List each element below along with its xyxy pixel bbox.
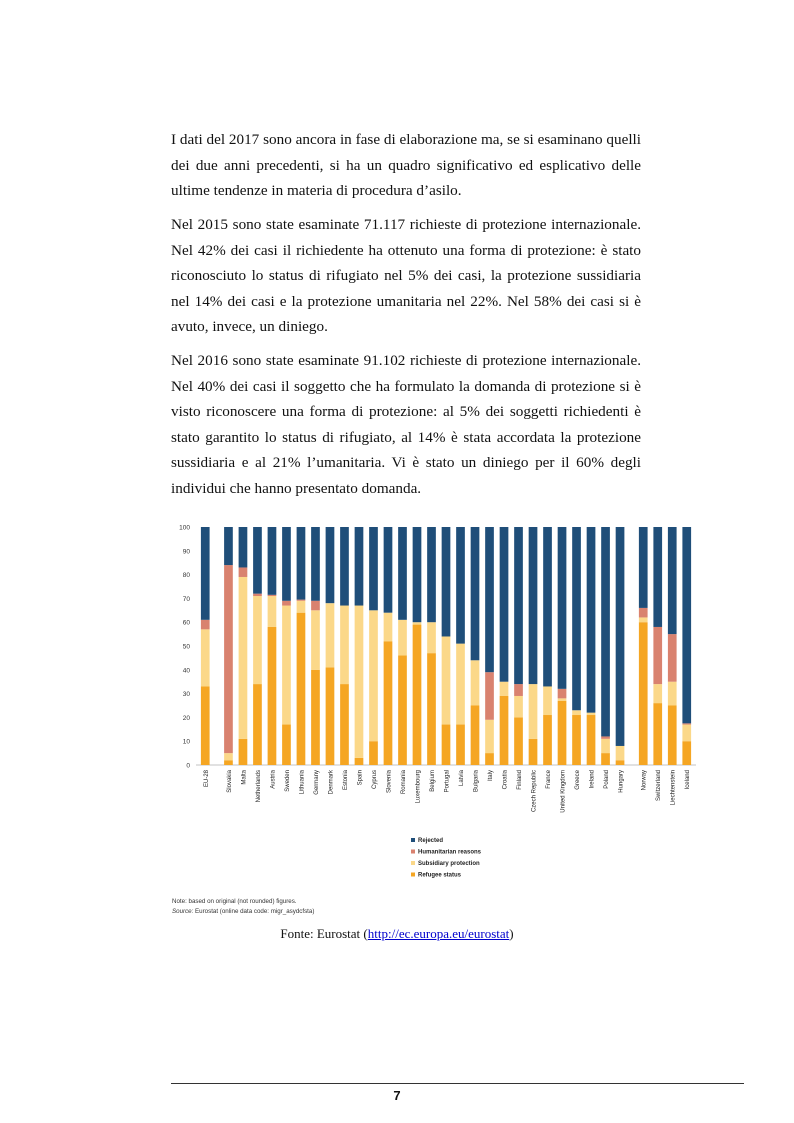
legend-swatch — [411, 850, 415, 854]
bar-segment — [543, 686, 552, 715]
bar-segment — [384, 641, 393, 765]
y-tick-label: 90 — [182, 548, 190, 556]
legend-label: Rejected — [418, 838, 444, 845]
bar-segment — [413, 622, 422, 624]
bar-segment — [682, 723, 691, 724]
bar-segment — [653, 627, 662, 684]
bar-segment — [201, 686, 210, 765]
bar-segment — [427, 653, 436, 765]
bar-segment — [500, 527, 509, 682]
bar-segment — [682, 741, 691, 765]
bar-segment — [616, 527, 625, 746]
bar-segment — [297, 527, 306, 600]
x-tick-label: Greece — [575, 770, 582, 790]
bar-segment — [297, 600, 306, 601]
chart-source — [172, 908, 314, 915]
x-tick-label: Iceland — [685, 770, 692, 790]
x-tick-label: Spain — [357, 770, 364, 786]
bar-segment — [587, 713, 596, 715]
x-tick-label: Norway — [641, 770, 648, 791]
x-tick-label: Liechtenstein — [670, 770, 677, 806]
x-tick-label: Belgium — [429, 770, 436, 792]
bar-segment — [398, 527, 407, 620]
bar-segment — [471, 527, 480, 660]
bar-segment — [601, 753, 610, 765]
bar-segment — [282, 527, 291, 601]
bar-segment — [485, 672, 494, 720]
bar-segment — [543, 715, 552, 765]
source-text: Eurostat (online data code: migr_asydcfsta) — [195, 908, 315, 915]
x-tick-label: France — [546, 770, 553, 789]
bar-segment — [201, 629, 210, 686]
bar-segment — [355, 606, 364, 758]
footer-divider — [171, 1083, 744, 1084]
x-tick-label: Denmark — [328, 770, 335, 795]
bar-segment — [239, 577, 248, 739]
y-tick-label: 10 — [182, 738, 190, 746]
bar-segment — [471, 660, 480, 705]
bar-segment — [500, 696, 509, 765]
y-tick-label: 60 — [182, 619, 190, 627]
y-tick-label: 50 — [182, 643, 190, 651]
bar-segment — [572, 715, 581, 765]
legend-label: Humanitarian reasons — [418, 849, 482, 856]
bar-segment — [427, 527, 436, 622]
bar-segment — [413, 625, 422, 765]
x-tick-label: Estonia — [342, 770, 349, 791]
x-tick-label: Switzerland — [656, 770, 663, 802]
bar-segment — [282, 606, 291, 725]
bar-segment — [326, 527, 335, 603]
bar-segment — [639, 617, 648, 622]
bar-segment — [369, 741, 378, 765]
stacked-bar-chart — [168, 518, 700, 922]
paragraph-intro: I dati del 2017 sono ancora in fase di elaborazione ma, se si esaminano quelli dei due anni precedenti, si ha un quadro significativo ed esplicativo delle ultime tendenze in materia di procedura d’asilo. — [171, 131, 641, 200]
bar-segment — [514, 684, 523, 696]
bar-segment — [282, 725, 291, 765]
bar-segment — [398, 620, 407, 656]
bar-segment — [253, 527, 262, 594]
bar-segment — [653, 527, 662, 627]
bar-segment — [282, 601, 291, 606]
eurostat-link[interactable]: http://ec.europa.eu/eurostat — [367, 926, 510, 941]
bar-segment — [224, 760, 233, 765]
x-tick-label: Cyprus — [371, 770, 378, 790]
bar-segment — [682, 725, 691, 742]
x-tick-label: EU-28 — [203, 770, 210, 788]
x-tick-label: Austria — [270, 770, 277, 789]
bar-segment — [572, 710, 581, 715]
bar-segment — [616, 746, 625, 760]
bar-segment — [355, 758, 364, 765]
bar-segment — [268, 527, 277, 595]
bar-segment — [268, 596, 277, 627]
x-tick-label: Hungary — [618, 770, 625, 793]
bar-segment — [558, 701, 567, 765]
bar-segment — [224, 527, 233, 565]
x-tick-label: Romania — [400, 770, 407, 795]
y-tick-label: 0 — [186, 762, 190, 770]
bar-segment — [456, 527, 465, 644]
y-tick-label: 40 — [182, 667, 190, 675]
bar-segment — [668, 634, 677, 682]
bar-segment — [268, 627, 277, 765]
bar-segment — [485, 720, 494, 753]
bar-segment — [311, 601, 320, 611]
bar-segment — [601, 527, 610, 736]
bar-segment — [311, 610, 320, 670]
x-tick-label: Finland — [517, 770, 524, 790]
bar-segment — [326, 603, 335, 667]
bar-segment — [587, 527, 596, 713]
bar-segment — [239, 567, 248, 577]
x-tick-label: Sweden — [284, 770, 291, 792]
bar-segment — [639, 608, 648, 618]
bar-segment — [572, 527, 581, 710]
bar-segment — [456, 725, 465, 765]
bar-segment — [558, 698, 567, 700]
bar-segment — [601, 739, 610, 753]
bar-segment — [558, 689, 567, 699]
x-tick-label: Netherlands — [255, 770, 262, 803]
x-tick-label: United Kingdom — [560, 770, 567, 813]
bar-segment — [297, 613, 306, 765]
bar-segment — [500, 682, 509, 696]
bar-segment — [558, 527, 567, 689]
bar-segment — [529, 684, 538, 739]
x-tick-label: Bulgaria — [473, 770, 480, 793]
x-tick-label: Poland — [604, 770, 611, 789]
bar-segment — [201, 620, 210, 630]
bar-segment — [442, 725, 451, 765]
bar-segment — [311, 670, 320, 765]
bar-segment — [668, 706, 677, 766]
paragraph-2016: Nel 2016 sono state esaminate 91.102 richieste di protezione internazionale. Nel 40% dei casi il soggetto che ha formulato la domanda di protezione si è visto riconoscere una forma di protezione: al 5% dei soggetti richiedenti è stato garantito lo status di rifugiato, al 14% è stata accordata la protezione sussidiaria e al 21% l’umanitaria. Vi è stato un diniego per il 60% degli individui che hanno presentato domanda. — [171, 352, 641, 497]
bar-segment — [514, 717, 523, 765]
legend-swatch — [411, 838, 415, 842]
x-tick-label: Latvia — [459, 770, 466, 787]
figure-caption — [0, 926, 794, 942]
legend-label: Subsidiary protection — [418, 861, 480, 868]
bar-segment — [253, 596, 262, 684]
x-tick-label: Portugal — [444, 770, 451, 793]
x-tick-label: Italy — [488, 770, 495, 782]
bar-segment — [297, 601, 306, 613]
chart-figure — [168, 518, 700, 922]
bar-segment — [514, 696, 523, 717]
bar-segment — [529, 527, 538, 684]
bar-segment — [427, 622, 436, 653]
bar-segment — [239, 739, 248, 765]
y-tick-label: 70 — [182, 595, 190, 603]
bar-segment — [485, 527, 494, 672]
y-tick-label: 100 — [179, 524, 190, 532]
bar-segment — [340, 606, 349, 685]
legend-swatch — [411, 861, 415, 865]
bar-segment — [442, 527, 451, 636]
bar-segment — [311, 527, 320, 601]
bar-segment — [355, 527, 364, 606]
x-tick-label: Luxembourg — [415, 770, 422, 804]
bar-segment — [587, 715, 596, 765]
x-tick-label: Germany — [313, 770, 320, 795]
x-tick-label: Slovenia — [386, 770, 393, 794]
bar-segment — [668, 527, 677, 634]
x-tick-label: Slovakia — [226, 770, 233, 793]
legend-label: Refugee status — [418, 872, 462, 879]
bar-segment — [224, 753, 233, 760]
page-number: 7 — [393, 1088, 401, 1103]
bar-segment — [653, 703, 662, 765]
bar-segment — [253, 594, 262, 596]
bar-segment — [471, 706, 480, 766]
caption-prefix: Fonte: Eurostat ( — [280, 926, 368, 941]
paragraph-2015: Nel 2015 sono state esaminate 71.117 richieste di protezione internazionale. Nel 42% dei casi il richiedente ha ottenuto una forma di protezione: è stato riconosciuto lo status di rifugiato nel 5% dei casi, la protezione sussidiaria nel 14% dei casi e la protezione umanitaria nel 22%. Nel 58% dei casi si è avuto, invece, un diniego. — [171, 216, 641, 336]
bar-segment — [340, 527, 349, 606]
bar-segment — [413, 527, 422, 622]
bar-segment — [442, 636, 451, 724]
bar-segment — [384, 613, 393, 642]
x-tick-label: Ireland — [589, 770, 596, 789]
bar-segment — [239, 527, 248, 567]
bar-segment — [326, 667, 335, 765]
bar-segment — [253, 684, 262, 765]
bar-segment — [616, 760, 625, 765]
source-label: Source: — [172, 908, 196, 915]
bar-segment — [529, 739, 538, 765]
bar-segment — [369, 610, 378, 741]
bar-segment — [268, 595, 277, 596]
legend-swatch — [411, 873, 415, 877]
chart-note: Note: based on original (not rounded) figures. — [172, 898, 297, 905]
bar-segment — [369, 527, 378, 610]
bar-segment — [639, 527, 648, 608]
x-tick-label: Croatia — [502, 770, 509, 790]
x-tick-label: Lithuania — [299, 770, 306, 795]
bar-segment — [398, 656, 407, 765]
bar-segment — [456, 644, 465, 725]
bar-segment — [682, 527, 691, 723]
bar-segment — [601, 736, 610, 738]
x-tick-label: Malta — [241, 770, 248, 785]
bar-segment — [653, 684, 662, 703]
bar-segment — [201, 527, 210, 620]
caption-suffix: ) — [509, 926, 514, 941]
bar-segment — [340, 684, 349, 765]
y-tick-label: 30 — [182, 691, 190, 699]
bar-segment — [543, 527, 552, 686]
bar-segment — [639, 622, 648, 765]
y-tick-label: 20 — [182, 714, 190, 722]
y-tick-label: 80 — [182, 572, 190, 580]
bar-segment — [485, 753, 494, 765]
bar-segment — [224, 565, 233, 753]
bar-segment — [668, 682, 677, 706]
bar-segment — [514, 527, 523, 684]
bar-segment — [384, 527, 393, 613]
x-tick-label: Czech Republic — [531, 770, 538, 813]
